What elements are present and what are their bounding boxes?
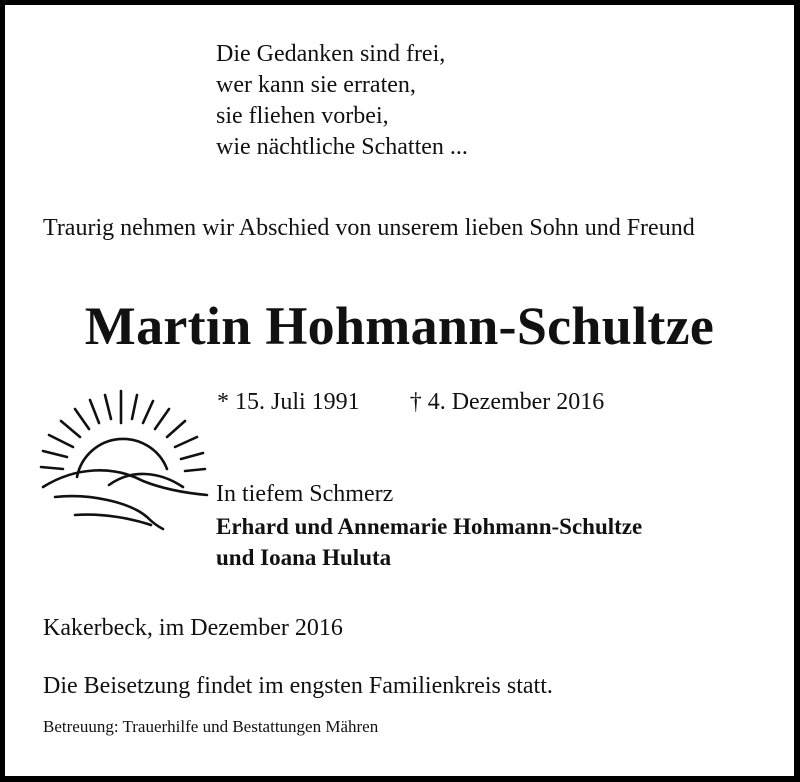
place-date: Kakerbeck, im Dezember 2016 bbox=[43, 615, 343, 641]
poem-line: wie nächtliche Schatten ... bbox=[216, 134, 468, 160]
death-date: † 4. Dezember 2016 bbox=[409, 389, 605, 415]
obituary-notice bbox=[5, 5, 794, 776]
sorrow-line: In tiefem Schmerz bbox=[216, 481, 394, 507]
deceased-name: Martin Hohmann-Schultze bbox=[84, 296, 715, 356]
poem-line: Die Gedanken sind frei, bbox=[216, 41, 446, 67]
mourner-line: Erhard und Annemarie Hohmann-Schultze bbox=[216, 514, 643, 539]
poem-line: sie fliehen vorbei, bbox=[216, 103, 389, 129]
life-dates bbox=[217, 387, 604, 418]
poem-stanza bbox=[216, 39, 468, 163]
mourners bbox=[216, 511, 642, 573]
birth-date: * 15. Juli 1991 bbox=[217, 389, 360, 415]
funeral-service-note: Betreuung: Trauerhilfe und Bestattungen Mähren bbox=[43, 717, 379, 736]
burial-note: Die Beisetzung findet im engsten Familienkreis statt. bbox=[43, 673, 553, 699]
sunset-over-hills-icon bbox=[35, 385, 210, 535]
farewell-intro: Traurig nehmen wir Abschied von unserem lieben Sohn und Freund bbox=[43, 215, 695, 241]
mourner-line: und Ioana Huluta bbox=[216, 545, 392, 570]
poem-line: wer kann sie erraten, bbox=[216, 72, 416, 98]
